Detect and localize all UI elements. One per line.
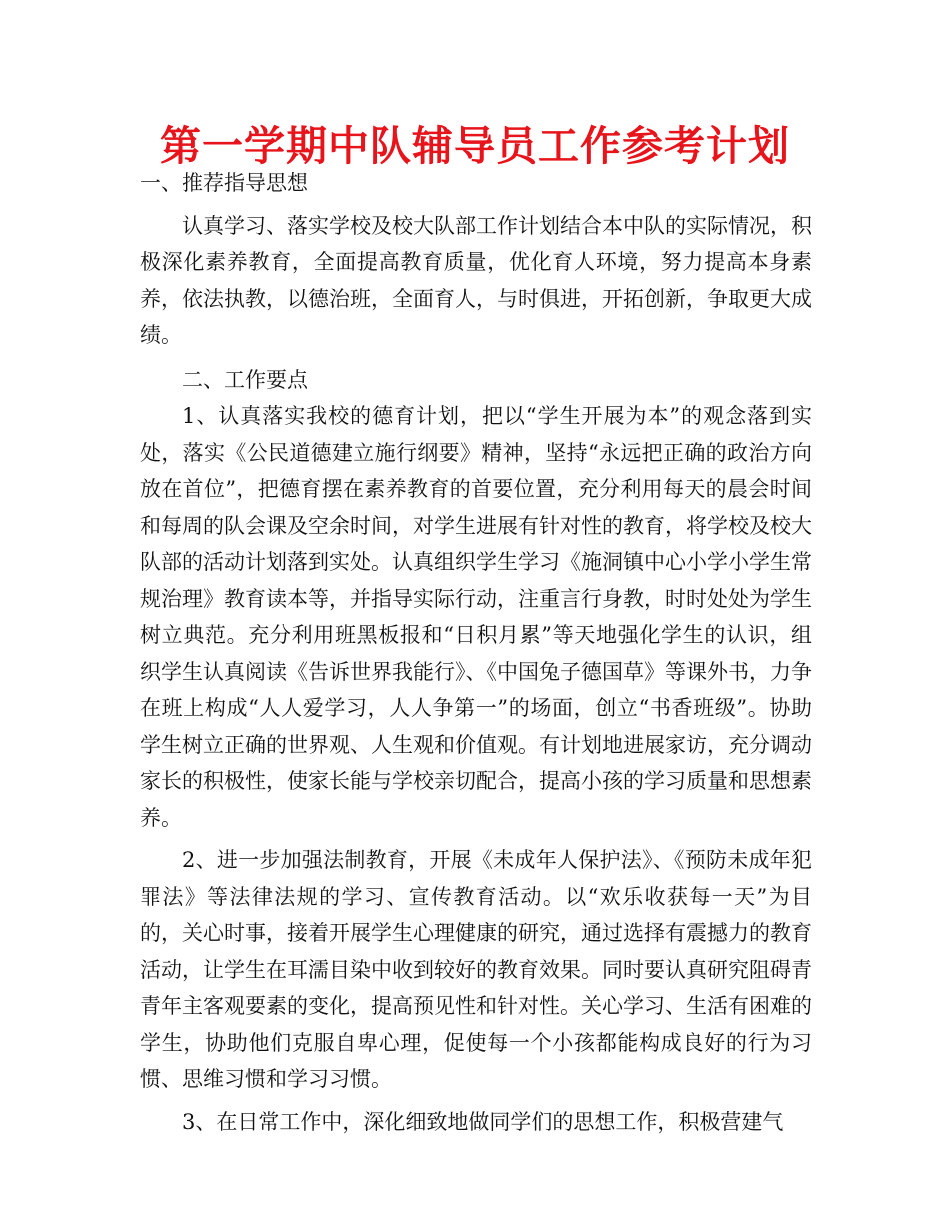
paragraph-point-1: 1、认真落实我校的德育计划，把以“学生开展为本”的观念落到实处，落实《公民道德建立施行纲要》精神，坚持“永远把正确的政治方向放在首位”，把德育摆在素养教育的首要位置，充分利用每天的晨会时间和每周的队会课及空余时间，对学生进展有针对性的教育，将学校及校大队部的活动计划落到实处。认真组织学生学习《施洞镇中心小学小学生常规治理》教育读本等，并指导实际行动，注重言行身教，时时处处为学生树立典范。充分利用班黑板报和“日积月累”等天地强化学生的认识，组织学生认真阅读《告诉世界我能行》、《中国兔子德国草》等课外书，力争在班上构成“人人爱学习，人人争第一”的场面，创立“书香班级”。协助学生树立正确的世界观、人生观和价值观。有计划地进展家访，充分调动家长的积极性，使家长能与学校亲切配合，提高小孩的学习质量和思想素养。 bbox=[140, 404, 812, 830]
document-body bbox=[140, 165, 812, 1140]
paragraph-point-2: 2、进一步加强法制教育，开展《未成年人保护法》、《预防未成年犯罪法》等法律法规的学习、宣传教育活动。以“欢乐收获每一天”为目的，关心时事，接着开展学生心理健康的研究，通过选择有震撼力的教育活动，让学生在耳濡目染中收到较好的教育效果。同时要认真研究阻碍青青年主客观要素的变化，提高预见性和针对性。关心学习、生活有困难的学生，协助他们克服自卑心理，促使每一个小孩都能构成良好的行为习惯、思维习惯和学习习惯。 bbox=[140, 848, 812, 1091]
paragraph-point-3: 3、在日常工作中，深化细致地做同学们的思想工作，积极营建气 bbox=[182, 1109, 784, 1134]
section-heading-work-points: 二、工作要点 bbox=[182, 367, 308, 392]
document-title: 第一学期中队辅导员工作参考计划 bbox=[160, 122, 790, 170]
section-heading-guiding-thought: 一、推荐指导思想 bbox=[140, 171, 308, 195]
paragraph-guiding-thought: 认真学习、落实学校及校大队部工作计划结合本中队的实际情况，积极深化素养教育，全面提高教育质量，优化育人环境，努力提高本身素养，依法执教，以德治班，全面育人，与时俱进，开拓创新，争取更大成绩。 bbox=[140, 213, 812, 347]
